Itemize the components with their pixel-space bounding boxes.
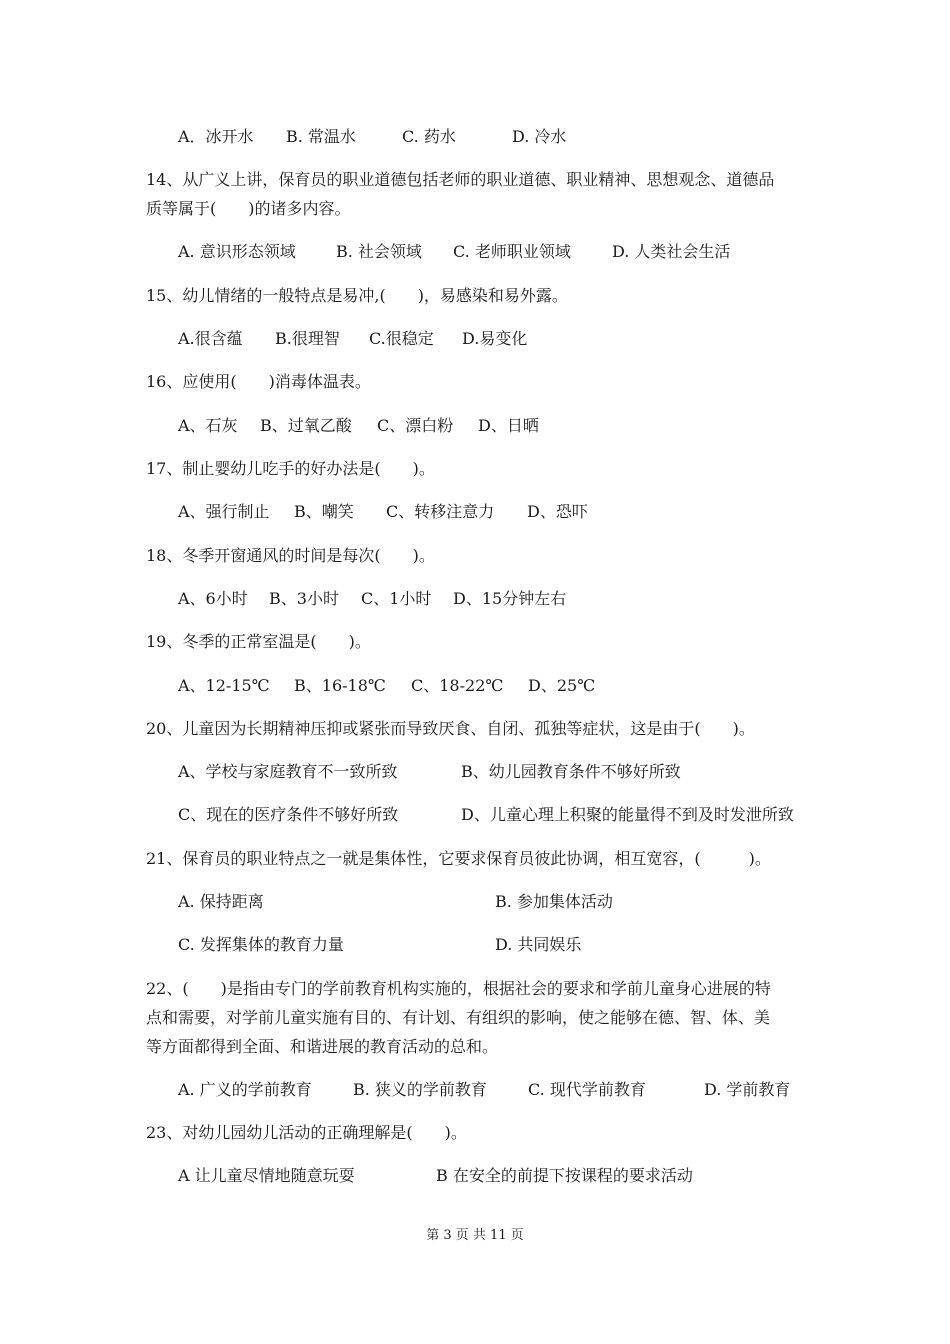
option-a: A、学校与家庭教育不一致所致: [178, 762, 398, 781]
option-c: C、漂白粉: [377, 416, 454, 435]
question-21-text: 21、保育员的职业特点之一就是集体性，它要求保育员彼此协调，相互宽容，( )。: [146, 849, 771, 868]
option-a: A、6小时: [178, 589, 248, 608]
question-17-text: 17、制止婴幼儿吃手的好办法是( )。: [146, 459, 435, 478]
option-b: B. 社会领域: [336, 242, 422, 261]
option-d: D.易变化: [462, 329, 528, 348]
option-d: D、日晒: [478, 416, 539, 435]
question-22-text-line3: 等方面都得到全面、和谐进展的教育活动的总和。: [146, 1037, 499, 1056]
option-a: A、石灰: [178, 416, 238, 435]
option-d: D、25℃: [528, 676, 596, 695]
question-19-text: 19、冬季的正常室温是( )。: [146, 632, 371, 651]
question-20-text: 20、儿童因为长期精神压抑或紧张而导致厌食、自闭、孤独等症状，这是由于( )。: [146, 719, 755, 738]
question-14-text-line2: 质等属于( )的诸多内容。: [146, 199, 351, 218]
option-b: B、3小时: [269, 589, 339, 608]
option-c: C. 老师职业领域: [453, 242, 571, 261]
option-c: C.很稳定: [369, 329, 434, 348]
option-a: A. 意识形态领域: [178, 242, 296, 261]
option-c: C、现在的医疗条件不够好所致: [178, 805, 399, 824]
question-15-text: 15、幼儿情绪的一般特点是易冲,( )，易感染和易外露。: [146, 286, 568, 305]
question-18-text: 18、冬季开窗通风的时间是每次( )。: [146, 546, 435, 565]
option-d: D、儿童心理上积聚的能量得不到及时发泄所致: [461, 805, 794, 824]
option-d: D. 冷水: [512, 127, 567, 146]
option-a: A. 保持距离: [178, 892, 264, 911]
option-b: B、16-18℃: [294, 676, 386, 695]
option-c: C、1小时: [361, 589, 432, 608]
option-d: D. 共同娱乐: [495, 935, 582, 954]
option-c: C. 现代学前教育: [528, 1080, 646, 1099]
option-b: B. 常温水: [286, 127, 356, 146]
question-22-text-line1: 22、( )是指由专门的学前教育机构实施的，根据社会的要求和学前儿童身心进展的特: [146, 979, 771, 998]
option-d: D. 学前教育: [704, 1080, 791, 1099]
question-22-text-line2: 点和需要，对学前儿童实施有目的、有计划、有组织的影响，使之能够在德、智、体、美: [146, 1008, 771, 1027]
option-d: D、恐吓: [527, 502, 588, 521]
option-b: B 在安全的前提下按课程的要求活动: [436, 1166, 693, 1185]
option-b: B. 狭义的学前教育: [353, 1080, 487, 1099]
option-b: B、幼儿园教育条件不够好所致: [461, 762, 681, 781]
option-c: C、转移注意力: [386, 502, 495, 521]
option-a: A、强行制止: [178, 502, 270, 521]
question-14-text-line1: 14、从广义上讲，保育员的职业道德包括老师的职业道德、职业精神、思想观念、道德品: [146, 170, 775, 189]
option-c: C、18-22℃: [411, 676, 504, 695]
option-a: A. 广义的学前教育: [178, 1080, 312, 1099]
option-b: B.很理智: [275, 329, 340, 348]
question-23-text: 23、对幼儿园幼儿活动的正确理解是( )。: [146, 1123, 467, 1142]
option-d: D. 人类社会生活: [612, 242, 731, 261]
page-number-footer: 第 3 页 共 11 页: [426, 1228, 524, 1243]
option-a: A．冰开水: [178, 127, 254, 146]
option-a: A.很含蕴: [178, 329, 243, 348]
option-b: B. 参加集体活动: [495, 892, 613, 911]
option-d: D、15分钟左右: [453, 589, 567, 608]
option-b: B、过氧乙酸: [260, 416, 352, 435]
option-a: A、12-15℃: [178, 676, 270, 695]
option-a: A 让儿童尽情地随意玩耍: [178, 1166, 355, 1185]
option-b: B、嘲笑: [294, 502, 354, 521]
option-c: C. 发挥集体的教育力量: [178, 935, 344, 954]
question-16-text: 16、应使用( )消毒体温表。: [146, 372, 371, 391]
option-c: C. 药水: [402, 127, 456, 146]
